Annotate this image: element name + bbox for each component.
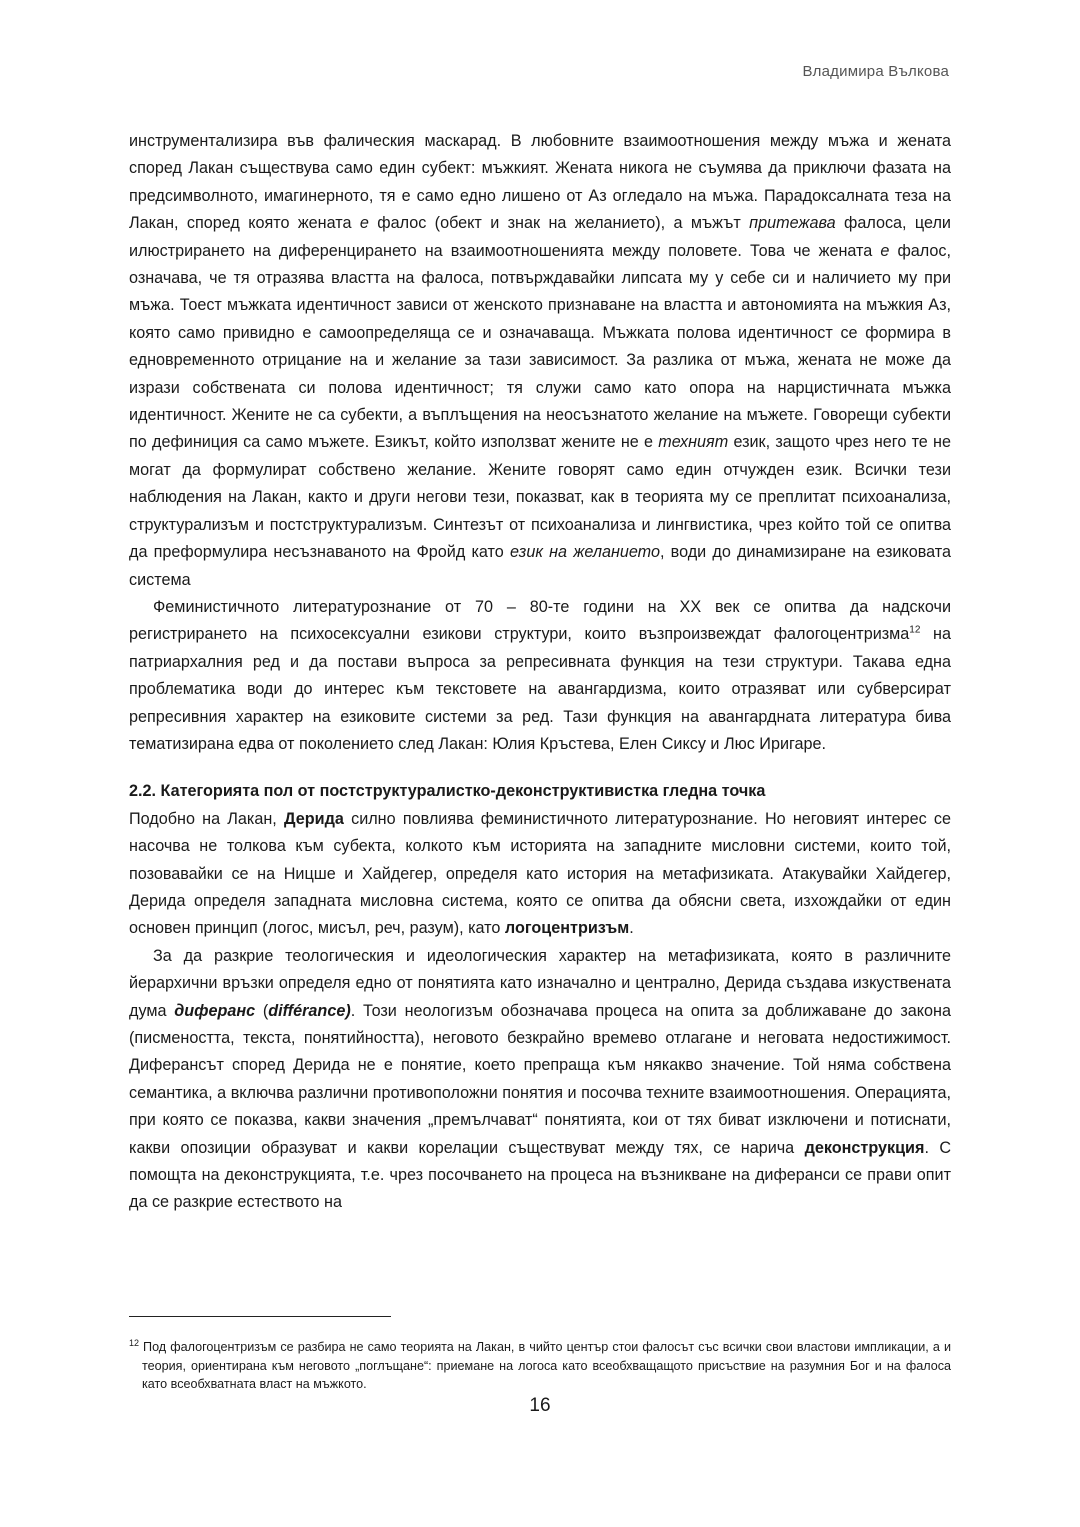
text-run: Подобно на Лакан, <box>129 809 285 828</box>
text-run: Феминистичното литературознание от 70 – 80-те години на XX век се опитва да надскочи регистрирането на психосексуални езикови структури, които възпроизвеждат фалогоцентризма <box>129 597 951 644</box>
text-run: фалоса, цели илюстрирането на диференцирането на взаимоотношенията между половете. Това че жената <box>129 214 951 260</box>
bold-term: логоцентризъм <box>504 919 630 938</box>
bold-term: деконструкция <box>804 1138 925 1157</box>
footnote-reference[interactable]: 12 <box>909 624 921 636</box>
text-run: силно повлиява феминистичното литературознание. Но неговият интерес се насочва не толкова към субекта, колкото към историята на западните мисловни системи, които той, позовавайки се на Ницше и Хайдегер, определя като история на метафизиката. Атакувайки Хайдегер, Дерида определя западната мисловна система, която се опитва да обясни света, изхождайки от един основен принцип (логос, мисъл, реч, разум), като <box>129 809 952 938</box>
section-gap <box>129 758 951 778</box>
running-header-author: Владимира Вълкова <box>802 63 949 80</box>
footnote-text: Под фалогоцентризъм се разбира не само теорията на Лакан, в чийто център стои фалосът със всички свои властови импликации, а и теория, ориентирана към неговото „поглъщане“: приемане на логоса като всеобхващащото присъствие на разумния Бог и на фалоса като всеобхватната власт на мъжкото. <box>142 1340 951 1391</box>
text-run: , води до динамизиране на езиковата система <box>129 543 952 589</box>
text-run: ( <box>255 1001 269 1020</box>
text-run: език, защото чрез него те не могат да формулират собствено желание. Жените говорят само един отчужден език. Всички тези наблюдения на Лакан, както и други негови тези, показват, как в теорията му се преплитат психоанализа, структурализъм и постструктурализъм. Синтезът от психоанализа и лингвистика, чрез който той се опитва да преформулира несъзнаваното на Фройд като <box>129 433 951 562</box>
bold-italic-term: différance) <box>268 1001 351 1020</box>
text-run: . Този неологизъм обозначава процеса на опита за доближаване до закона (писмеността, текста, понятийността), неговото безкрайно времево отлагане и неговата недостижимост. Диферансът според Дерида не е понятие, което препраща към някакво значение. Той няма собствена семантика, а включва различни противоположни понятия и посочва техните взаимоотношения. Операцията, при която се показва, какви значения „премълчават“ понятията, кои от тях биват изключени и потиснати, какви опозиции образуват и какви корелации съществуват между тях, се нарича <box>129 1001 951 1157</box>
paragraph-3 <box>129 806 951 943</box>
italic-term: е <box>359 214 369 233</box>
paragraph-4 <box>129 943 951 1217</box>
text-run: фалос, означава, че тя отразява властта на фалоса, потвърждавайки липсата му у себе си и наличието му при мъжа. Тоест мъжката идентичност зависи от женското признаване на властта и автономията на мъжкия Аз, която само привидно е самоопределяща се и означаваща. Мъжката полова идентичност се формира в едновременното отрицание на и желание за тази зависимост. За разлика от мъжа, жената не може да изрази собствената си полова идентичност; тя служи само като опора на нарцистичната мъжка идентичност. Жените не са субекти, а въплъщения на неосъзнатото желание на мъжете. Говорещи субекти по дефиниция са само мъжете. Езикът, който използват жените не е <box>129 241 951 452</box>
footnote-number: 12 <box>129 1337 140 1348</box>
page-number: 16 <box>529 1395 551 1416</box>
main-text <box>129 128 951 1217</box>
italic-term: притежава <box>749 214 836 233</box>
text-run: За да разкрие теологическия и идеологическия характер на метафизиката, която в различните йерархични връзки определя едно от понятията като изначално и централно, Дерида създава изкуствената дума <box>129 946 951 1020</box>
bold-italic-term: диферанс <box>174 1001 256 1020</box>
bold-term: Дерида <box>284 809 344 828</box>
footnote-divider <box>129 1316 391 1317</box>
text-run: инструментализира във фалическия маскарад. В любовните взаимоотношения между мъжа и жената според Лакан съществува само един субект: мъжкият. Жената никога не съумява да приключи фазата на предсимволното, имагинерното, тя е само едно лишено от Аз огледало на мъжа. Парадоксалната теза на Лакан, според която жената <box>129 132 951 233</box>
paragraph-1 <box>129 128 951 594</box>
text-run: . С помощта на деконструкцията, т.е. чрез посочването на процеса на възникване на диферанси се прави опит да се разкрие естеството на <box>129 1138 952 1212</box>
italic-term: език на желанието <box>509 543 660 562</box>
italic-term: е <box>880 241 890 260</box>
italic-term: техният <box>658 433 729 452</box>
section-heading: 2.2. Категорията пол от постструктуралистко-деконструктивистка гледна точка <box>129 782 766 801</box>
footnote <box>129 1338 951 1394</box>
text-run: на патриархалния ред и да постави въпроса за репресивната функция на тези структури. Такава една проблематика води до интерес към текстовете на авангардизма, които отразяват или субверсират репресивния характер на езиковите системи за ред. Тази функция на авангардната литература бива тематизирана едва от поколението след Лакан: Юлия Кръстева, Елен Сиксу и Люс Иригаре. <box>129 625 951 753</box>
paragraph-2 <box>129 594 951 758</box>
text-run: фалос (обект и знак на желанието), а мъжът <box>368 214 750 233</box>
text-run: . <box>629 919 634 938</box>
